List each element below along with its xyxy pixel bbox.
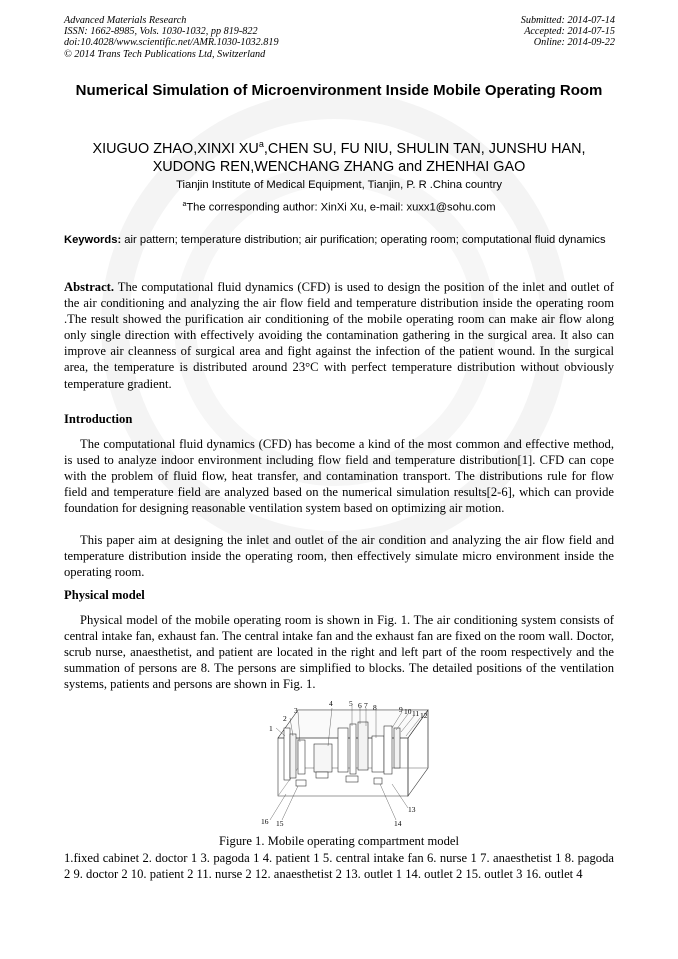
- fig-label-10: 10: [404, 707, 412, 716]
- copyright-line: © 2014 Trans Tech Publications Ltd, Switzerland: [64, 48, 266, 60]
- fig-label-4: 4: [329, 699, 333, 708]
- fig-label-7: 7: [364, 701, 368, 710]
- figure-caption: Figure 1. Mobile operating compartment model: [219, 834, 459, 848]
- keywords-label: Keywords:: [64, 234, 122, 246]
- figure-legend: 1.fixed cabinet 2. doctor 1 3. pagoda 1 4. patient 1 5. central intake fan 6. nurse 1 7. anaesthetist 1 8. pagoda 2 9. doctor 2 10. patient 2 11. nurse 2 12. anaesthetist 2 13. outlet 1 14. outlet 2 15. outlet 3 16. outlet 4: [64, 851, 614, 881]
- fig-label-15: 15: [276, 819, 284, 828]
- authors-line-1: XIUGUO ZHAO,XINXI $XU^a,CHEN$ SU, FU NIU, SHULIN TAN, JUNSHU HAN,: [92, 139, 586, 157]
- fig-label-16: 16: [261, 817, 269, 826]
- fig-label-5: 5: [349, 699, 353, 708]
- introduction-paragraph-2: This paper aim at designing the inlet and outlet of the air condition and analyzing the air flow field and temperature distribution inside the operating room, then effectively simulate micro environment inside the operating room.: [64, 533, 614, 580]
- fig-label-1: 1: [269, 724, 273, 733]
- fig-label-14: 14: [394, 819, 402, 828]
- online-date: Online: 2014-09-22: [533, 37, 615, 49]
- fig-label-8: 8: [373, 703, 377, 712]
- issn-line: ISSN: 1662-8985, Vols. 1030-1032, pp 819-822: [64, 26, 258, 38]
- fig-label-3: 3: [294, 706, 298, 715]
- fig-label-9: 9: [399, 705, 403, 714]
- corresponding-author: $^a$The corresponding author: XinXi Xu, e-mail: xuxx1@sohu.com: [182, 201, 496, 214]
- affiliation: Tianjin Institute of Medical Equipment, Tianjin, P. R .China country: [176, 179, 502, 191]
- doi-line: doi:10.4028/www.scientific.net/AMR.1030-1032.819: [64, 37, 279, 49]
- keywords: [64, 234, 614, 248]
- physical-model-paragraph: Physical model of the mobile operating room is shown in Fig. 1. The air conditioning system consists of central intake fan, exhaust fan. The central intake fan and the exhaust fan are fixed on the room wall. Doctor, scrub nurse, anaesthetist, and patient are located in the right and left part of the room respectively and the summation of persons are 8. The persons are simplified to blocks. The detailed positions of the ventilation systems, patients and persons are shown in Fig. 1.: [64, 613, 614, 692]
- keywords-text: air pattern; temperature distribution; air purification; operating room; computational fluid dynamics: [121, 234, 606, 246]
- journal-name: Advanced Materials Research: [64, 15, 187, 26]
- abstract: [64, 279, 614, 392]
- submitted-date: Submitted: 2014-07-14: [520, 15, 615, 26]
- author-list: [56, 135, 622, 176]
- publication-dates: [521, 15, 615, 49]
- accepted-date: Accepted: 2014-07-15: [524, 26, 615, 38]
- paper-title: Numerical Simulation of Microenvironment Inside Mobile Operating Room: [75, 82, 603, 99]
- section-heading-introduction: Introduction: [64, 412, 133, 426]
- fig-label-12: 12: [420, 711, 428, 720]
- publication-info: [64, 15, 279, 60]
- fig-label-11: 11: [412, 709, 420, 718]
- authors-line-2: XUDONG REN,WENCHANG ZHANG and ZHENHAI GAO: [152, 158, 526, 175]
- abstract-label: Abstract.: [64, 280, 115, 294]
- abstract-text: The computational fluid dynamics (CFD) is used to design the position of the inlet and outlet of the air conditioning and analyzing the air flow field and temperature distribution inside the operating room .The result showed the purification air conditioning of the mobile operating room can make air flow along only single direction with effectively avoiding the contamination gathering in the surgical area. It also can improve air cleanness of surgical area and fight against the infection of the patient wound. In the surgical area, the temperature is distributed around 23°C with perfect temperature distribution without obviously temperature gradient.: [64, 280, 614, 391]
- introduction-paragraph-1: The computational fluid dynamics (CFD) has become a kind of the most common and effective method, is used to analyze indoor environment including flow field and temperature distribution[1]. CFD can cope with the problem of fluid flow, heat transfer, and contamination transport. The distributions rule for flow field and temperature field are analyzed based on the numerical simulation results[2-6], which can provide foundation for designing reasonable ventilation system based on optimizing air motion.: [64, 437, 614, 516]
- section-heading-physical-model: Physical model: [64, 588, 145, 602]
- fig-label-2: 2: [283, 714, 287, 723]
- figure-1-room-model: [256, 698, 438, 830]
- fig-label-6: 6: [358, 701, 362, 710]
- fig-label-13: 13: [408, 805, 416, 814]
